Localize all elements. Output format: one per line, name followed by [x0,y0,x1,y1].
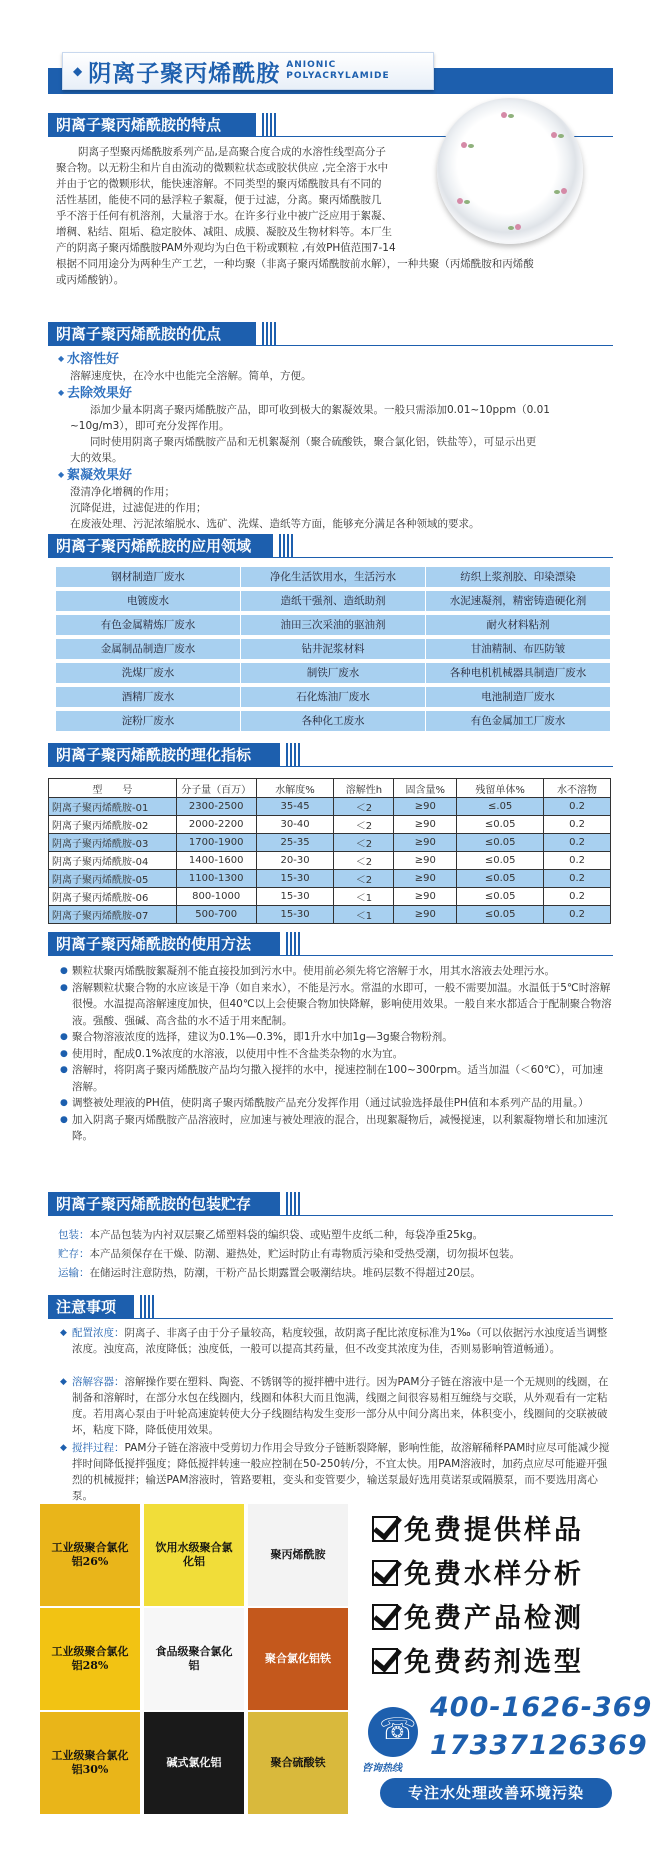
section-heading-packaging: 阴离子聚丙烯酰胺的包装贮存 [48,1192,280,1216]
packaging-text: 在储运时注意防热，防潮，干粉产品长期露置会吸潮结块。堆码层数不得超过20层。 [89,1267,481,1279]
usage-item: ● 加入阴离子聚丙烯酰胺产品溶液时，应加速与被处理液的混合，出现絮凝物后，减慢搅速，以利絮凝物增长和加速沉降。 [60,1112,612,1145]
spec-row [49,888,611,906]
packaging-text: 本产品包装为内衬双层聚乙烯塑料袋的编织袋、或贴塑牛皮纸二种，每袋净重25kg。 [89,1229,484,1241]
spec-cell: ＜2 [334,852,394,870]
spec-cell: 500-700 [176,906,256,924]
spec-table [48,778,611,924]
note-label: 配置浓度： [72,1327,125,1339]
spec-cell: 0.2 [544,834,611,852]
spec-column-header: 分子量（百万） [176,779,256,798]
spec-cell: ≥90 [394,798,457,816]
slogan-banner: 专注水处理改善环境污染 [380,1778,612,1808]
spec-column-header: 型 号 [49,779,177,798]
spec-row [49,906,611,924]
spec-cell: 0.2 [544,906,611,924]
spec-cell: 20-30 [256,852,334,870]
application-cell: 甘油精制、布匹防皱 [426,639,610,659]
application-cell: 有色金属精炼厂废水 [56,615,240,635]
spec-cell: 阴离子聚丙烯酰胺-04 [49,852,177,870]
spec-cell: 25-35 [256,834,334,852]
features-line: 活性基团，能使不同的悬浮粒子絮凝，便于过滤，分离。聚丙烯酰胺几 [56,194,382,206]
spec-cell: 阴离子聚丙烯酰胺-02 [49,816,177,834]
spec-cell: ≤0.05 [457,870,544,888]
spec-column-header: 残留单体% [457,779,544,798]
promo-item [372,1640,584,1679]
spec-cell: 0.2 [544,870,611,888]
features-line: 或丙烯酸钠）。 [56,274,125,286]
product-swatch [248,1504,348,1606]
spec-row [49,798,611,816]
spec-cell: 0.2 [544,888,611,906]
promo-text: 免费水样分析 [404,1559,584,1590]
promo-text: 免费产品检测 [404,1603,584,1634]
hotline-label: 咨询热线 [362,1763,402,1774]
application-cell: 酒精厂废水 [56,687,240,707]
product-swatch [248,1608,348,1710]
application-cell: 造纸干强剂、造纸助剂 [241,591,425,611]
application-cell: 有色金属加工厂废水 [426,711,610,731]
note-item [60,1374,612,1438]
note-text: PAM分子链在溶液中受剪切力作用会导致分子链断裂降解，影响性能，故溶解稀释PAM时应尽可能减少搅拌时间降低搅拌强度；降低搅拌转速一般应控制在50-250转/分，不宜太快。用PAM溶液时，加药点应尽可能避开强烈的机械搅拌；输送PAM溶液时，管路要粗，变头和变管要少，输送泵最好选用莫诺泵或隔膜泵，而不要选用离心泵。 [72,1442,610,1502]
spec-cell: ≥90 [394,816,457,834]
spec-cell: ≥90 [394,888,457,906]
application-cell: 石化炼油厂废水 [241,687,425,707]
spec-cell: ＜1 [334,888,394,906]
spec-row [49,816,611,834]
packaging-label: 贮存： [58,1248,90,1260]
usage-item: ● 调整被处理液的PH值，使阴离子聚丙烯酰胺产品充分发挥作用（通过试验选择最佳PH值和本系列产品的用量。） [60,1095,612,1112]
advantage-line: 沉降促进，过滤促进的作用； [70,502,207,514]
spec-column-header: 水解度% [256,779,334,798]
spec-cell: 15-30 [256,906,334,924]
advantage-title: ◆ 水溶性好 [58,350,608,368]
section-heading-applications: 阴离子聚丙烯酰胺的应用领域 [48,534,273,558]
product-swatch [40,1712,140,1814]
application-cell: 各种化工废水 [241,711,425,731]
spec-cell: ≥90 [394,870,457,888]
product-swatch [40,1504,140,1606]
spec-cell: ≥90 [394,852,457,870]
spec-cell: 阴离子聚丙烯酰胺-05 [49,870,177,888]
swatch-label: 饮用水级聚合氯化铝 [155,1541,233,1568]
spec-cell: 2000-2200 [176,816,256,834]
checkmark-icon [372,1648,398,1674]
product-swatch [248,1712,348,1814]
usage-item: ● 使用时，配成0.1%浓度的水溶液，以使用中性不含盐类杂物的水为宜。 [60,1046,612,1063]
swatch-label: 食品级聚合氯化铝 [155,1645,233,1672]
swatch-label: 工业级聚合氯化铝30% [51,1749,129,1776]
phone-number-1[interactable]: 400-1626-369 [430,1692,653,1723]
promo-text: 免费提供样品 [404,1515,584,1546]
swatch-label: 碱式氯化铝 [166,1756,222,1769]
spec-cell: 0.2 [544,798,611,816]
application-cell: 电镀废水 [56,591,240,611]
advantage-title: ◆ 去除效果好 [58,384,608,402]
features-line: 增稠、粘结、阻垢、稳定胶体、减阻、成膜、凝胶及生物材料等。本厂生 [56,226,392,238]
application-cell: 纺织上浆剂胶、印染漂染 [426,567,610,587]
spec-cell: 阴离子聚丙烯酰胺-01 [49,798,177,816]
spec-column-header: 固含量% [394,779,457,798]
page-title: ◆ 阴离子聚丙烯酰胺 ANIONIC POLYACRYLAMIDE [62,52,434,90]
spec-cell: 35-45 [256,798,334,816]
spec-column-header: 溶解性h [334,779,394,798]
spec-cell: 阴离子聚丙烯酰胺-06 [49,888,177,906]
usage-item: ● 聚合物溶液浓度的选择，建议为0.1%—0.3%，即1升水中加1g—3g聚合物粉剂。 [60,1029,612,1046]
product-swatch [144,1712,244,1814]
checkmark-icon [372,1516,398,1542]
features-line: 聚合物。以无粉尘和片自由流动的微颗粒状态或胶状供应 ,完全溶于水中 [56,162,389,174]
usage-item: ● 颗粒状聚丙烯酰胺絮凝剂不能直接投加到污水中。使用前必须先将它溶解于水，用其水溶液去处理污水。 [60,963,612,980]
application-cell: 金属制品制造厂废水 [56,639,240,659]
spec-cell: ＜2 [334,798,394,816]
application-cell: 淀粉厂废水 [56,711,240,731]
swatch-label: 工业级聚合氯化铝28% [51,1645,129,1672]
spec-cell: 0.2 [544,816,611,834]
usage-list [60,963,612,1145]
product-swatch [144,1504,244,1606]
advantages-list [58,350,608,532]
advantage-line: 在废液处理、污泥浓缩脱水、选矿、洗煤、造纸等方面，能够充分满足各种领域的要求。 [70,518,480,530]
spec-cell: 30-40 [256,816,334,834]
advantage-title: ◆ 絮凝效果好 [58,466,608,484]
spec-column-header: 水不溶物 [544,779,611,798]
spec-cell: ＜2 [334,816,394,834]
application-cell: 水泥速凝剂，精密铸造硬化剂 [426,591,610,611]
spec-cell: 15-30 [256,888,334,906]
note-text: 溶解操作要在塑料、陶瓷、不锈钢等的搅拌槽中进行。因为PAM分子链在溶液中是一个无规则的线圈，在制备和溶解时，在部分水包在线圈内，线圈和体积大而且饱满，线圈之间很容易相互缠绕与交联，从外观看有一定粘度。若用离心泵由于叶轮高速旋转使大分子线圈结构发生变形一部分从中间分离出来，体积变小，线圈间的交联被破坏，粘度下降，降低使用效果。 [72,1376,609,1436]
section-heading-advantages: 阴离子聚丙烯酰胺的优点 [48,322,256,346]
note-item [60,1325,612,1357]
promo-item [372,1508,584,1547]
note-label: 搅拌过程： [72,1442,125,1454]
spec-cell: ≤0.05 [457,888,544,906]
packaging-item [58,1227,483,1243]
application-cell: 钻井泥浆材料 [241,639,425,659]
product-dish-image [437,98,583,244]
features-line: 并由于它的微颗形状，能快速溶解。不同类型的聚丙烯酰胺具有不同的 [56,178,382,190]
spec-cell: 1100-1300 [176,870,256,888]
section-heading-notes: 注意事项 [48,1295,134,1319]
note-label: 溶解容器： [72,1376,125,1388]
usage-item: ● 溶解时，将阴离子聚丙烯酰胺产品均匀撒入搅拌的水中，搅速控制在100~300rpm。适当加温（＜60℃），可加速溶解。 [60,1062,612,1095]
section-heading-specs: 阴离子聚丙烯酰胺的理化指标 [48,743,280,767]
spec-row [49,870,611,888]
application-cell: 洗煤厂废水 [56,663,240,683]
spec-cell: 0.2 [544,852,611,870]
spec-cell: 1400-1600 [176,852,256,870]
note-text: 阴离子、非离子由于分子量较高，粘度较强，故阴离子配比浓度标准为1‰（可以依据污水浊度适当调整浓度。浊度高，浓度降低；浊度低，一般可以提高其药量，但不改变其浓度为佳，否则易影响管道畅通）。 [72,1327,608,1355]
usage-item: ● 溶解颗粒状聚合物的水应该是干净（如自来水），不能是污水。常温的水即可，一般不需要加温。水温低于5℃时溶解很慢。水温提高溶解速度加快，但40℃以上会使聚合物加快降解，影响使用效果。一般自来水都适合于配制聚合物溶液。强酸、强碱、高含盐的水不适于用来配制。 [60,980,612,1030]
section-heading-usage: 阴离子聚丙烯酰胺的使用方法 [48,932,280,956]
spec-cell: ≤.05 [457,798,544,816]
packaging-item [58,1246,520,1262]
features-line: 根据不同用途分为两种生产工艺，一种均聚（非离子聚丙烯酰胺前水解），一种共聚（丙烯酰胺和丙烯酸 [56,258,534,270]
spec-cell: 阴离子聚丙烯酰胺-03 [49,834,177,852]
swatch-label: 工业级聚合氯化铝26% [51,1541,129,1568]
application-cell: 电池制造厂废水 [426,687,610,707]
features-line: 阴离子型聚丙烯酰胺系列产品,是高聚合度合成的水溶性线型高分子 [78,146,386,158]
features-line: 乎不溶于任何有机溶剂，大量溶于水。在许多行业中被广泛应用于絮凝、 [56,210,392,222]
advantage-line: 大的效果。 [70,452,123,464]
diamond-icon: ◆ [73,64,83,78]
spec-cell: 800-1000 [176,888,256,906]
promo-text: 免费药剂选型 [404,1647,584,1678]
spec-cell: ≤0.05 [457,816,544,834]
advantage-line: 溶解速度快，在冷水中也能完全溶解。简单，方便。 [70,370,312,382]
advantage-line: 添加少量本阴离子聚丙烯酰胺产品，即可收到极大的絮凝效果。一般只需添加0.01~10ppm（0.01 [90,404,550,416]
spec-cell: ≥90 [394,906,457,924]
spec-cell: 2300-2500 [176,798,256,816]
advantage-line: ~10g/m3），即可充分发挥作用。 [70,420,230,432]
spec-cell: ≥90 [394,834,457,852]
spec-cell: ＜2 [334,870,394,888]
packaging-item [58,1265,481,1281]
application-cell: 油田三次采油的驱油剂 [241,615,425,635]
product-swatch [144,1608,244,1710]
spec-cell: 15-30 [256,870,334,888]
spec-cell: ≤0.05 [457,834,544,852]
advantage-line: 同时使用阴离子聚丙烯酰胺产品和无机絮凝剂（聚合硫酸铁，聚合氯化铝，铁盐等），可显示出更 [90,436,537,448]
note-item [60,1440,612,1504]
packaging-label: 包装： [58,1229,90,1241]
section-heading-features: 阴离子聚丙烯酰胺的特点 [48,113,256,137]
application-cell: 钢材制造厂废水 [56,567,240,587]
spec-cell: ≤0.05 [457,852,544,870]
application-grid [56,567,611,731]
phone-icon [368,1707,418,1757]
promo-item [372,1596,584,1635]
packaging-label: 运输： [58,1267,90,1279]
checkmark-icon [372,1560,398,1586]
phone-number-2[interactable]: 17337126369 [430,1730,648,1761]
packaging-text: 本产品须保存在干燥、防潮、避热处，贮运时防止有毒物质污染和受热受潮，切勿损坏包装。 [89,1248,520,1260]
spec-cell: ＜1 [334,906,394,924]
promo-item [372,1552,584,1591]
swatch-label: 聚合氯化铝铁 [265,1652,331,1665]
spec-cell: 阴离子聚丙烯酰胺-07 [49,906,177,924]
spec-cell: 1700-1900 [176,834,256,852]
spec-row [49,852,611,870]
swatch-label: 聚合硫酸铁 [270,1756,326,1769]
application-cell: 净化生活饮用水，生活污水 [241,567,425,587]
product-swatch [40,1608,140,1710]
application-cell: 制铁厂废水 [241,663,425,683]
features-line: 产的阴离子聚丙烯酰胺PAM外观均为白色干粉或颗粒 ,有效PH值范围7-14 [56,242,396,254]
spec-cell: ≤0.05 [457,906,544,924]
spec-cell: ＜2 [334,834,394,852]
application-cell: 各种电机机械器具制造厂废水 [426,663,610,683]
spec-row [49,834,611,852]
checkmark-icon [372,1604,398,1630]
swatch-label: 聚丙烯酰胺 [270,1548,326,1561]
advantage-line: 澄清净化增稠的作用； [70,486,175,498]
application-cell: 耐火材料粘剂 [426,615,610,635]
